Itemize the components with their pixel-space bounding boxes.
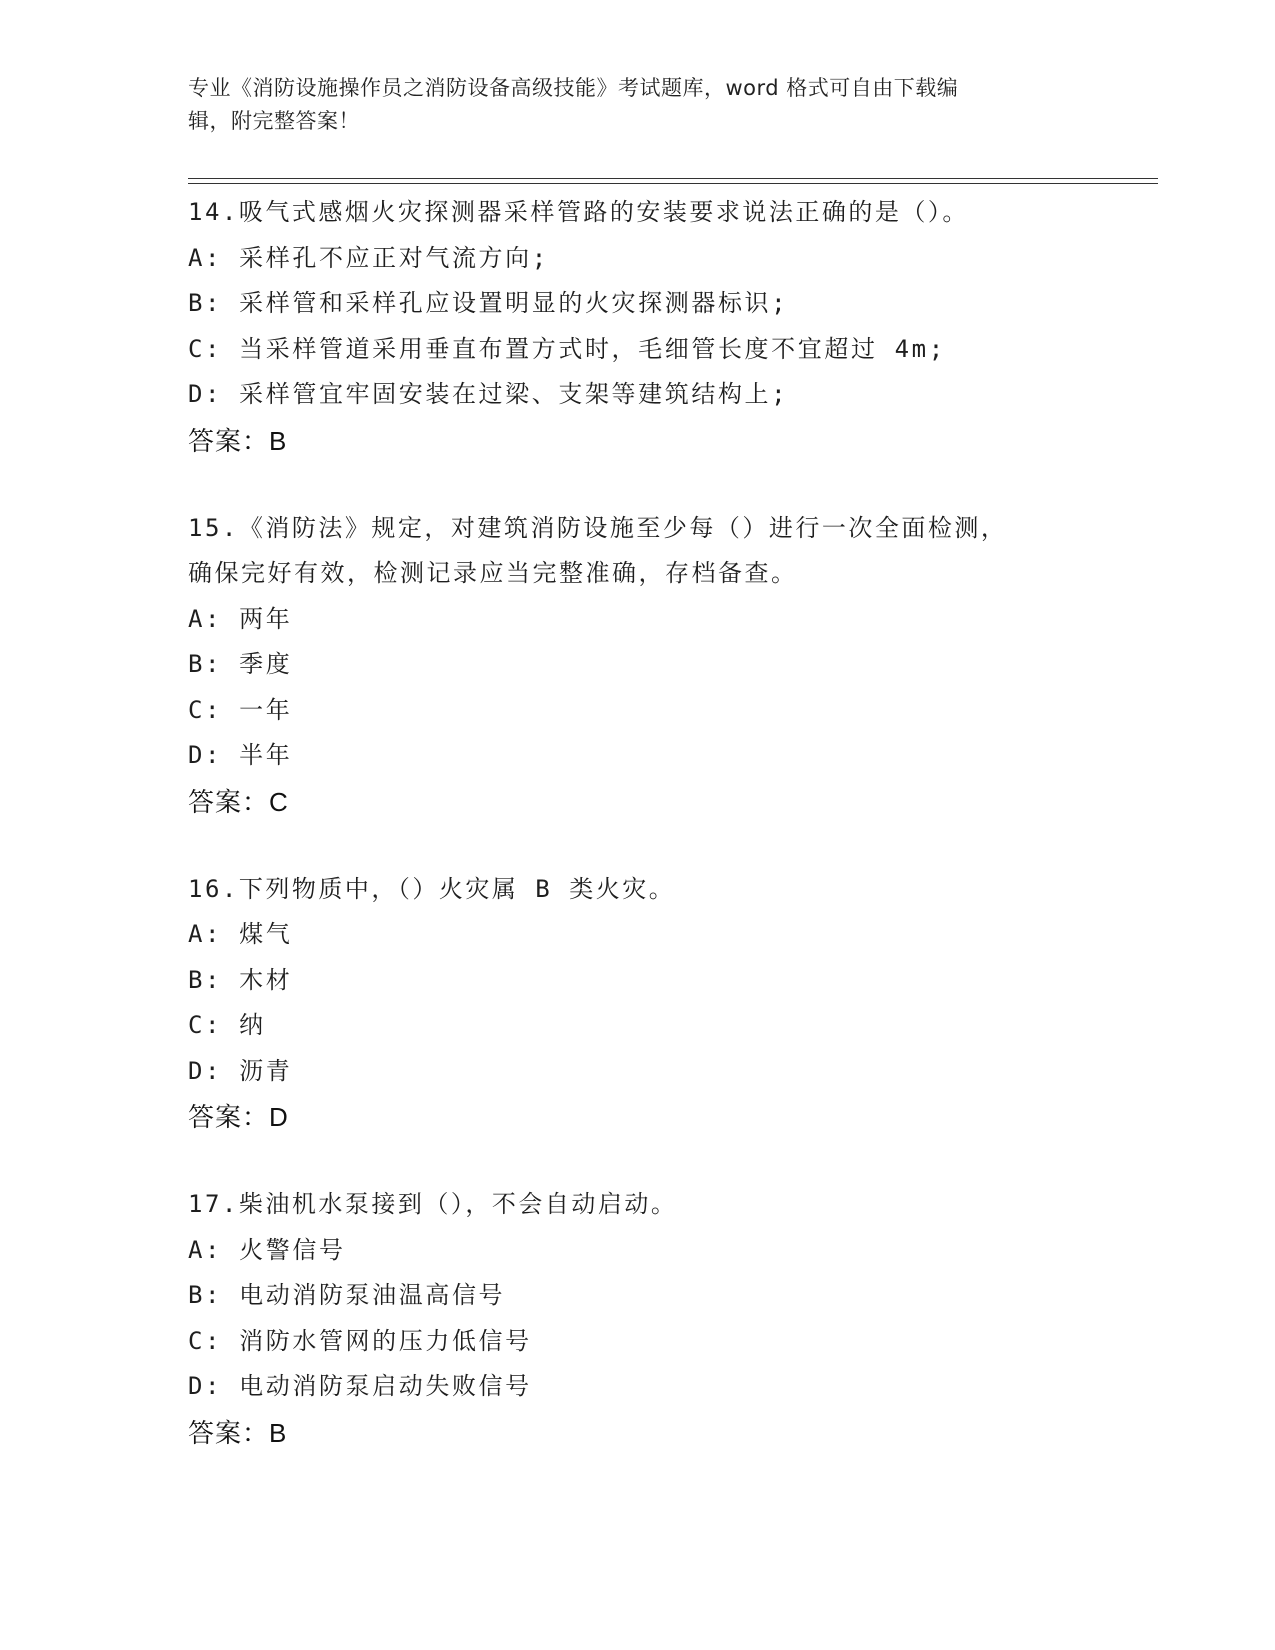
- option-a: A: 两年: [188, 604, 293, 633]
- question-stem: 15.《消防法》规定，对建筑消防设施至少每（）进行一次全面检测，: [188, 513, 1008, 542]
- header-line-2: 辑，附完整答案！: [188, 109, 360, 133]
- header-divider-bottom: [188, 183, 1158, 184]
- option-b: B: 木材: [188, 965, 293, 994]
- header-divider-top: [188, 178, 1158, 179]
- option-d: D: 半年: [188, 741, 293, 769]
- question-17: [188, 1182, 1088, 1456]
- option-a: A: 煤气: [188, 920, 293, 948]
- answer: 答案：D: [188, 1102, 289, 1132]
- option-d: D: 沥青: [188, 1056, 293, 1085]
- answer: 答案：B: [188, 425, 288, 456]
- question-16: [188, 867, 1088, 1141]
- option-b: B: 采样管和采样孔应设置明显的火灾探测器标识;: [188, 289, 789, 317]
- option-a: A: 采样孔不应正对气流方向;: [188, 243, 549, 272]
- answer: 答案：C: [188, 786, 289, 817]
- option-d: D: 电动消防泵启动失败信号: [188, 1372, 532, 1400]
- option-a: A: 火警信号: [188, 1235, 346, 1264]
- option-b: B: 季度: [188, 650, 293, 678]
- question-15: [188, 506, 1088, 825]
- question-list: [188, 190, 1088, 1498]
- question-14: [188, 190, 1088, 464]
- option-c: C: 当采样管道采用垂直布置方式时，毛细管长度不宜超过 4m;: [188, 334, 946, 363]
- option-d: D: 采样管宜牢固安装在过梁、支架等建筑结构上;: [188, 380, 789, 408]
- question-stem: 17.柴油机水泵接到（），不会自动启动。: [188, 1190, 678, 1218]
- answer: 答案：B: [188, 1417, 288, 1448]
- document-header: [188, 72, 1068, 138]
- question-stem: 14.吸气式感烟火灾探测器采样管路的安装要求说法正确的是（）。: [188, 198, 969, 226]
- header-line-1: 专业《消防设施操作员之消防设备高级技能》考试题库，word 格式可自由下载编: [188, 76, 959, 100]
- option-c: C: 纳: [188, 1011, 266, 1039]
- question-stem: 16.下列物质中，（）火灾属 B 类火灾。: [188, 874, 676, 903]
- option-b: B: 电动消防泵油温高信号: [188, 1281, 506, 1309]
- option-c: C: 一年: [188, 695, 293, 724]
- question-stem-continued: 确保完好有效，检测记录应当完整准确，存档备查。: [188, 559, 798, 587]
- option-c: C: 消防水管网的压力低信号: [188, 1326, 532, 1355]
